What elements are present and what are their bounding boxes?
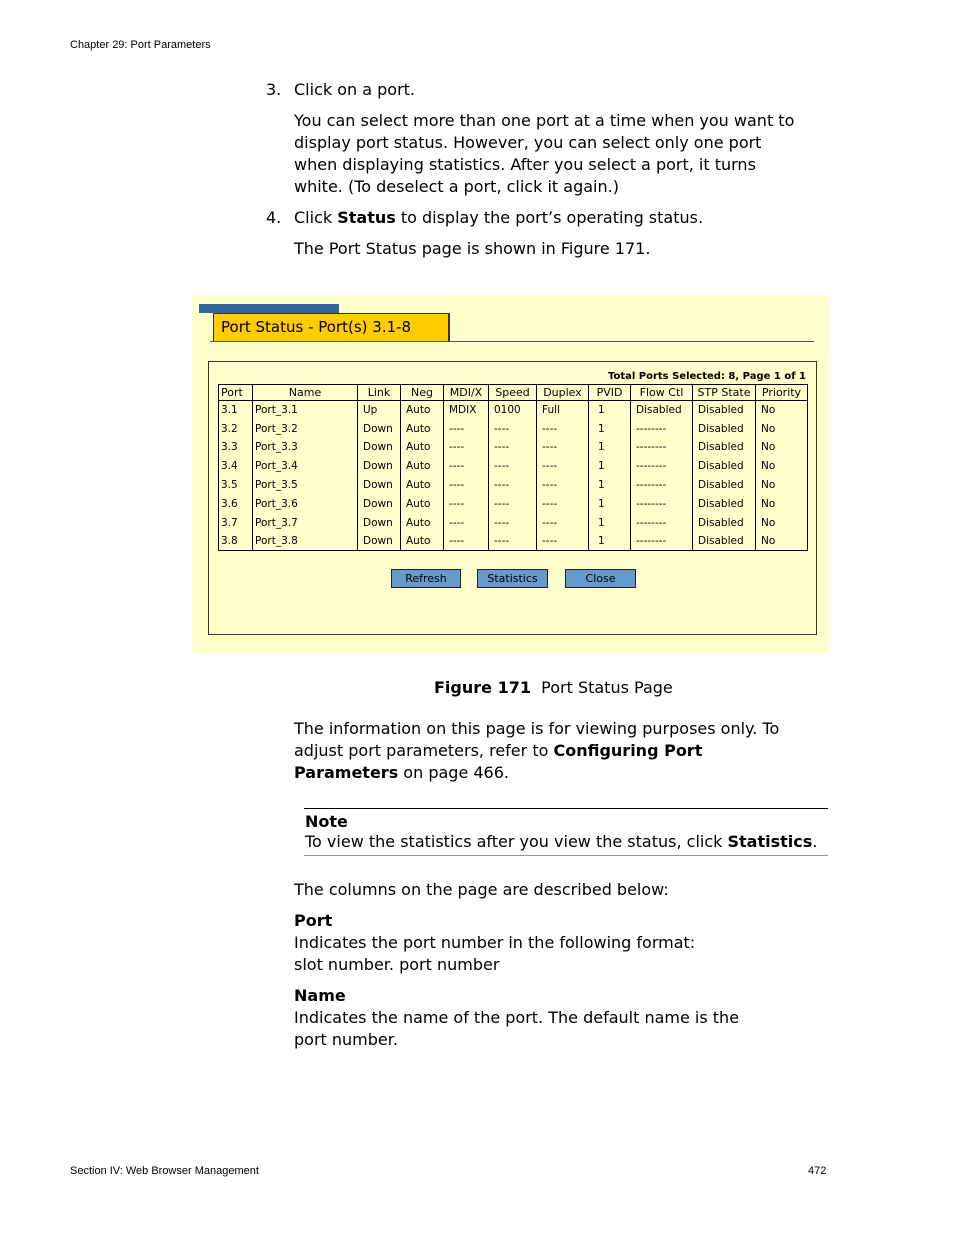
table-cell: -------- [631,476,693,495]
definition-term-port: Port [294,911,333,930]
step-3-number: 3. [266,80,282,99]
table-cell: ---- [537,513,589,532]
step-4-text-before: Click [294,208,338,227]
table-cell: Down [358,513,401,532]
table-cell: Down [358,494,401,513]
step-4-text [294,207,804,229]
table-cell: Up [358,401,401,420]
table-cell: Disabled [693,494,756,513]
title-rule [210,341,814,342]
table-cell: Auto [401,419,444,438]
table-row[interactable] [219,476,808,495]
column-header: Port [219,385,253,401]
table-cell: ---- [537,419,589,438]
column-header: STP State [693,385,756,401]
table-cell: 3.7 [219,513,253,532]
step-3-detail: You can select more than one port at a time when you want to display port status. However, you can select only one port when displaying statistics. After you select a port, it turns white. (To deselect a port, click it again.) [294,111,795,196]
figure-caption [434,678,673,697]
table-cell: Auto [401,438,444,457]
table-cell: ---- [444,419,489,438]
table-cell: Disabled [693,476,756,495]
step-4-text-after: to display the port’s operating status. [395,208,704,227]
table-row[interactable] [219,438,808,457]
note-text [305,831,825,853]
table-cell: ---- [444,457,489,476]
port-status-panel [208,361,817,635]
table-row[interactable] [219,401,808,420]
column-header: Priority [756,385,808,401]
table-row[interactable] [219,513,808,532]
step-3-text: Click on a port. [294,80,415,99]
port-status-title: Port Status - Port(s) 3.1-8 [213,313,450,342]
table-cell: 1 [589,438,631,457]
column-header: MDI/X [444,385,489,401]
table-cell: Disabled [631,401,693,420]
table-cell: 0100 [489,401,537,420]
info-text-after: on page 466. [398,763,509,782]
table-cell: No [756,457,808,476]
table-cell: Port_3.7 [253,513,358,532]
total-ports-selected: Total Ports Selected: 8, Page 1 of 1 [607,371,806,382]
step-4-detail: The Port Status page is shown in Figure 171. [294,239,651,258]
note-statistics-bold: Statistics [727,832,813,851]
note-bottom-rule [304,855,828,856]
column-header: Name [253,385,358,401]
table-cell: Down [358,457,401,476]
column-header: Neg [401,385,444,401]
table-cell: 3.5 [219,476,253,495]
table-cell: ---- [537,438,589,457]
table-cell: Port_3.2 [253,419,358,438]
table-cell: Disabled [693,419,756,438]
definition-term-name: Name [294,986,346,1005]
table-cell: Down [358,532,401,551]
figure-caption-label: Figure 171 [434,678,531,697]
table-cell: 1 [589,476,631,495]
table-cell: No [756,419,808,438]
table-cell: Disabled [693,401,756,420]
table-cell: Port_3.8 [253,532,358,551]
table-cell: ---- [489,532,537,551]
table-cell: No [756,401,808,420]
table-cell: No [756,476,808,495]
table-cell: Auto [401,494,444,513]
table-cell: ---- [537,532,589,551]
table-cell: ---- [537,476,589,495]
table-cell: ---- [489,476,537,495]
column-header: PVID [589,385,631,401]
table-cell: -------- [631,513,693,532]
table-cell: ---- [489,419,537,438]
table-cell: 3.6 [219,494,253,513]
table-cell: 1 [589,494,631,513]
table-cell: ---- [489,494,537,513]
table-cell: Disabled [693,457,756,476]
table-cell: Auto [401,457,444,476]
table-cell: Disabled [693,513,756,532]
table-cell: ---- [489,438,537,457]
note-text-after: . [812,832,818,851]
table-cell: 1 [589,401,631,420]
table-cell: 3.2 [219,419,253,438]
table-row[interactable] [219,532,808,551]
definition-port-line2: slot number. port number [294,955,500,974]
table-cell: ---- [537,494,589,513]
table-cell: -------- [631,532,693,551]
table-cell: ---- [537,457,589,476]
footer-section: Section IV: Web Browser Management [70,1165,259,1177]
table-cell: ---- [444,513,489,532]
table-cell: -------- [631,438,693,457]
column-header: Speed [489,385,537,401]
info-paragraph [294,718,804,784]
table-cell: -------- [631,419,693,438]
table-cell: No [756,513,808,532]
table-cell: -------- [631,494,693,513]
table-cell: 1 [589,457,631,476]
step-4-number: 4. [266,208,282,227]
info-text-before: The information on this page is for viewing purposes only. To adjust port parameters, refer to [294,719,780,760]
table-cell: Port_3.3 [253,438,358,457]
table-cell: ---- [489,513,537,532]
table-cell: No [756,494,808,513]
table-cell: Down [358,419,401,438]
table-cell: 3.8 [219,532,253,551]
table-cell: 3.3 [219,438,253,457]
table-cell: Auto [401,401,444,420]
note-top-rule [304,808,828,809]
table-cell: Auto [401,513,444,532]
table-cell: Full [537,401,589,420]
statistics-button[interactable]: Statistics [477,569,548,588]
column-header: Flow Ctl [631,385,693,401]
table-cell: 1 [589,419,631,438]
table-cell: ---- [444,476,489,495]
definition-name-text: Indicates the name of the port. The default name is the port number. [294,1008,740,1049]
info-link-bold: Configuring Port Parameters [294,741,703,782]
footer-page-number: 472 [808,1165,827,1177]
column-header: Duplex [537,385,589,401]
figure-caption-text: Port Status Page [541,678,673,697]
table-cell: Down [358,438,401,457]
table-cell: Auto [401,532,444,551]
columns-intro: The columns on the page are described below: [294,880,669,899]
table-cell: Down [358,476,401,495]
table-cell: 3.4 [219,457,253,476]
refresh-button[interactable]: Refresh [391,569,461,588]
table-header-row [219,385,808,401]
port-status-table [218,384,808,551]
table-cell: -------- [631,457,693,476]
table-cell: Port_3.6 [253,494,358,513]
table-cell: 3.1 [219,401,253,420]
table-cell: 1 [589,513,631,532]
title-tab-strip [199,304,339,313]
table-cell: Port_3.4 [253,457,358,476]
table-cell: ---- [444,438,489,457]
column-header: Link [358,385,401,401]
definition-port-line1: Indicates the port number in the following format: [294,933,696,952]
table-row[interactable] [219,494,808,513]
table-cell: ---- [444,532,489,551]
table-cell: No [756,532,808,551]
table-cell: ---- [444,494,489,513]
table-cell: MDIX [444,401,489,420]
note-text-before: To view the statistics after you view the status, click [305,832,728,851]
table-cell: Disabled [693,532,756,551]
note-heading: Note [305,812,348,831]
table-row[interactable] [219,419,808,438]
table-cell: Disabled [693,438,756,457]
running-head: Chapter 29: Port Parameters [70,39,211,51]
table-row[interactable] [219,457,808,476]
step-4-status-bold: Status [337,208,396,227]
table-cell: Port_3.5 [253,476,358,495]
table-cell: 1 [589,532,631,551]
table-cell: No [756,438,808,457]
close-button[interactable]: Close [565,569,636,588]
table-cell: ---- [489,457,537,476]
table-cell: Auto [401,476,444,495]
table-cell: Port_3.1 [253,401,358,420]
